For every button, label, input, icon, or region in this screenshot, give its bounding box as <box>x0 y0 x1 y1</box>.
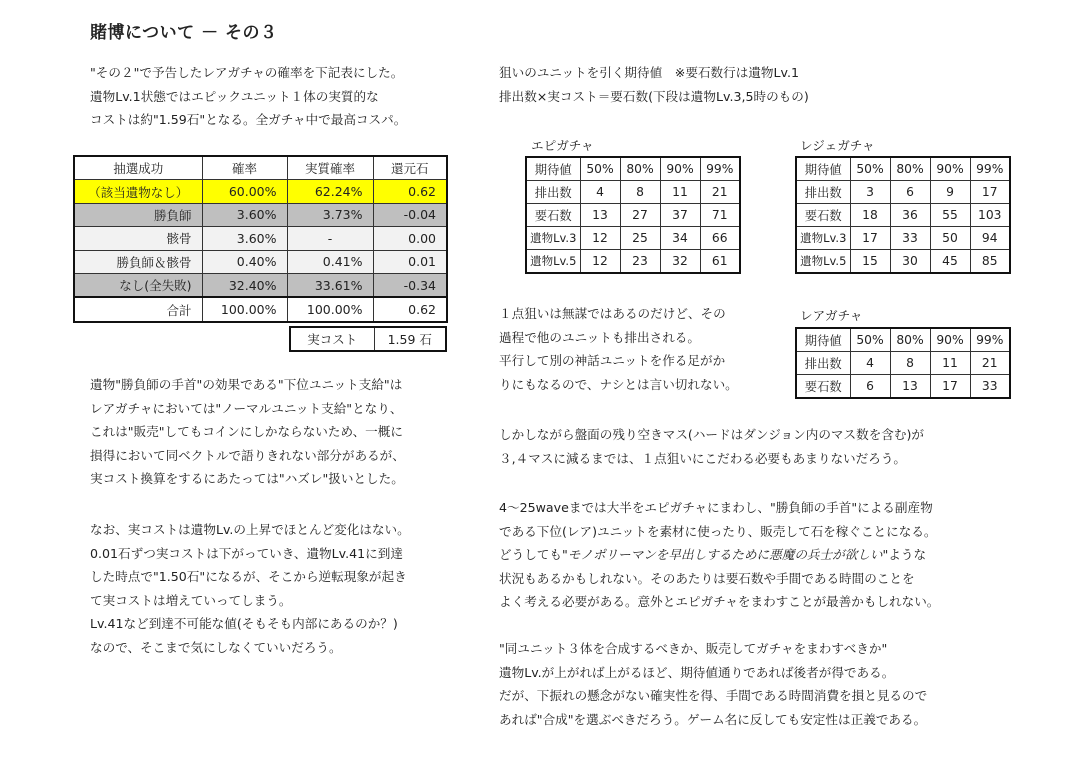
table-cell: 66 <box>700 227 740 250</box>
table-cell: 103 <box>970 204 1010 227</box>
text-line: レアガチャにおいては"ノーマルユニット支給"となり、 <box>90 400 403 416</box>
table-cell: 61 <box>700 250 740 274</box>
text-line: 狙いのユニットを引く期待値 ※要石数行は遺物Lv.1 <box>499 65 800 80</box>
legend-gacha-table <box>795 156 1011 274</box>
text-span: どうしても <box>499 547 562 563</box>
header-cell: 90% <box>660 157 700 181</box>
table-cell: 3.60% <box>202 227 287 250</box>
legend-caption: レジェガチャ <box>800 138 875 153</box>
table-row <box>74 227 447 250</box>
header-cell: 抽選成功 <box>74 156 202 180</box>
row-label: 遺物Lv.5 <box>526 250 580 274</box>
table-cell: 27 <box>620 204 660 227</box>
table-cell: 0.01 <box>373 250 447 273</box>
header-cell: 還元石 <box>373 156 447 180</box>
table-cell: 17 <box>970 181 1010 204</box>
text-line: コストは約"1.59石"となる。全ガチャ中で最高コスパ。 <box>90 112 407 128</box>
table-row <box>796 204 1010 227</box>
header-cell: 期待値 <box>526 157 580 181</box>
header-cell: 80% <box>890 328 930 352</box>
table-cell: 25 <box>620 227 660 250</box>
table-cell: 32 <box>660 250 700 274</box>
text-line: 4～25waveまでは大半をエピガチャにまわし、"勝負師の手首"による副産物 <box>499 500 933 515</box>
text-line: あれば"合成"を選ぶべきだろう。ゲーム名に反しても安定性は正義である。 <box>499 711 927 727</box>
text-line: これは"販売"してもコインにしかならないため、一概に <box>90 424 403 440</box>
row-label: なし(全失敗) <box>74 273 202 297</box>
row-label: 遺物Lv.3 <box>796 227 850 250</box>
row-label: 骸骨 <box>74 227 202 250</box>
table-cell: 11 <box>930 352 970 375</box>
right-paragraph-4 <box>499 637 927 731</box>
table-cell: 17 <box>930 375 970 399</box>
right-intro <box>499 61 809 108</box>
table-cell: 0.40% <box>202 250 287 273</box>
table-cell: 11 <box>660 181 700 204</box>
table-cell: 3.60% <box>202 203 287 226</box>
text-line: 遺物Lv.が上がれば上がるほど、期待値通りであれば後者が得である。 <box>499 664 895 680</box>
table-cell: 18 <box>850 204 890 227</box>
page-title: 賭博について － その３ <box>90 23 278 43</box>
table-row <box>526 250 740 274</box>
table-cell: 94 <box>970 227 1010 250</box>
right-paragraph-3 <box>499 496 939 614</box>
text-line: 0.01石ずつ実コストは下がっていき、遺物Lv.41に到達 <box>90 545 403 561</box>
text-line: である下位(レア)ユニットを素材に使ったり、販売して石を稼ぐことになる。 <box>499 523 937 539</box>
table-cell: 34 <box>660 227 700 250</box>
header-cell: 99% <box>700 157 740 181</box>
table-cell: 9 <box>930 181 970 204</box>
table-cell: 100.00% <box>202 297 287 321</box>
text-line: 損得において同ベクトルで語りきれない部分があるが、 <box>90 447 405 463</box>
table-row <box>526 181 740 204</box>
table-cell: -0.34 <box>373 273 447 297</box>
header-cell: 50% <box>850 157 890 181</box>
table-cell: 55 <box>930 204 970 227</box>
probability-table <box>73 155 448 323</box>
text-line: 遺物Lv.1状態ではエピックユニット１体の実質的な <box>90 88 379 104</box>
table-cell: 33 <box>890 227 930 250</box>
table-cell: 17 <box>850 227 890 250</box>
text-line: しかしながら盤面の残り空きマス(ハードはダンジョン内のマス数を含む)が <box>499 427 924 442</box>
header-cell: 期待値 <box>796 328 850 352</box>
text-line: ３,４マスに減るまでは、１点狙いにこだわる必要もあまりないだろう。 <box>499 450 907 466</box>
epic-gacha-table <box>525 156 741 274</box>
row-label: （該当遺物なし） <box>74 180 202 203</box>
text-line: 排出数×実コスト＝要石数(下段は遺物Lv.3,5時のもの) <box>499 88 809 104</box>
row-label: 遺物Lv.5 <box>796 250 850 274</box>
table-cell: 0.62 <box>373 180 447 203</box>
table-cell: 8 <box>620 181 660 204</box>
text-line: りにもなるので、ナシとは言い切れない。 <box>499 376 738 392</box>
table-cell: 4 <box>580 181 620 204</box>
table-cell: -0.04 <box>373 203 447 226</box>
rare-gacha-table <box>795 327 1011 399</box>
table-cell: 12 <box>580 250 620 274</box>
table-cell: 15 <box>850 250 890 274</box>
header-cell: 99% <box>970 157 1010 181</box>
left-paragraph-2 <box>90 373 405 491</box>
text-line: "その２"で予告したレアガチャの確率を下記表にした。 <box>90 65 404 80</box>
table-total-row <box>74 297 447 321</box>
table-row <box>526 204 740 227</box>
text-line: なので、そこまで気にしなくていいだろう。 <box>90 639 342 655</box>
text-line: 状況もあるかもしれない。そのあたりは要石数や手間である時間のことを <box>499 570 915 586</box>
real-cost-table <box>289 326 447 352</box>
text-line: 遺物"勝負師の手首"の効果である"下位ユニット支給"は <box>90 377 403 392</box>
text-line: 平行して別の神話ユニットを作る足がか <box>499 353 726 369</box>
header-cell: 80% <box>620 157 660 181</box>
row-label: 合計 <box>74 297 202 321</box>
table-cell: - <box>287 227 373 250</box>
left-paragraph-3 <box>90 518 410 660</box>
table-row <box>290 327 446 351</box>
table-cell: 21 <box>700 181 740 204</box>
header-cell: 50% <box>580 157 620 181</box>
text-line: "同ユニット３体を合成するべきか、販売してガチャをまわすべきか" <box>499 641 888 656</box>
header-cell: 99% <box>970 328 1010 352</box>
table-cell: 36 <box>890 204 930 227</box>
table-cell: 71 <box>700 204 740 227</box>
text-line <box>499 543 939 567</box>
row-label: 要石数 <box>526 204 580 227</box>
middle-paragraph <box>499 302 738 396</box>
row-label: 排出数 <box>796 352 850 375</box>
table-row <box>796 227 1010 250</box>
text-line: よく考える必要がある。意外とエピガチャをまわすことが最善かもしれない。 <box>499 594 940 610</box>
table-cell: 12 <box>580 227 620 250</box>
header-cell: 90% <box>930 328 970 352</box>
table-cell: 6 <box>850 375 890 399</box>
row-label: 要石数 <box>796 375 850 399</box>
table-cell: 33.61% <box>287 273 373 297</box>
table-cell: 21 <box>970 352 1010 375</box>
header-cell: 80% <box>890 157 930 181</box>
header-cell: 確率 <box>202 156 287 180</box>
text-line: て実コストは増えていってしまう。 <box>90 592 292 608</box>
table-cell: 50 <box>930 227 970 250</box>
table-row <box>74 250 447 273</box>
row-label: 排出数 <box>796 181 850 204</box>
row-label: 排出数 <box>526 181 580 204</box>
table-cell: 37 <box>660 204 700 227</box>
table-header-row <box>526 157 740 181</box>
table-row <box>796 352 1010 375</box>
table-cell: 0.00 <box>373 227 447 250</box>
text-line: １点狙いは無謀ではあるのだけど、その <box>499 306 726 321</box>
table-cell: 32.40% <box>202 273 287 297</box>
table-cell: 85 <box>970 250 1010 274</box>
header-cell: 90% <box>930 157 970 181</box>
table-cell: 8 <box>890 352 930 375</box>
rare-caption: レアガチャ <box>800 308 863 323</box>
italic-quote: "モノポリーマンを早出しするために悪魔の兵士が欲しい" <box>561 547 889 563</box>
epic-caption: エピガチャ <box>531 138 594 153</box>
table-row <box>796 181 1010 204</box>
row-label: 勝負師＆骸骨 <box>74 250 202 273</box>
table-cell: 33 <box>970 375 1010 399</box>
text-line: 過程で他のユニットも排出される。 <box>499 329 700 345</box>
table-header-row <box>796 157 1010 181</box>
text-span: ような <box>888 547 927 563</box>
table-cell: 0.41% <box>287 250 373 273</box>
table-cell: 62.24% <box>287 180 373 203</box>
right-paragraph-2 <box>499 423 924 470</box>
header-cell: 実質確率 <box>287 156 373 180</box>
table-header-row <box>74 156 447 180</box>
table-cell: 4 <box>850 352 890 375</box>
text-line: なお、実コストは遺物Lv.の上昇でほとんど変化はない。 <box>90 522 410 537</box>
cost-label: 実コスト <box>290 327 374 351</box>
intro-paragraph <box>90 61 406 132</box>
text-line: Lv.41など到達不可能な値(そもそも内部にあるのか？) <box>90 616 398 632</box>
row-label: 要石数 <box>796 204 850 227</box>
table-row <box>74 180 447 203</box>
table-row <box>526 227 740 250</box>
table-cell: 30 <box>890 250 930 274</box>
table-cell: 0.62 <box>373 297 447 321</box>
table-cell: 13 <box>890 375 930 399</box>
table-cell: 45 <box>930 250 970 274</box>
table-row <box>74 273 447 297</box>
row-label: 遺物Lv.3 <box>526 227 580 250</box>
row-label: 勝負師 <box>74 203 202 226</box>
table-cell: 3.73% <box>287 203 373 226</box>
table-cell: 60.00% <box>202 180 287 203</box>
table-row <box>74 203 447 226</box>
text-line: だが、下振れの懸念がない確実性を得、手間である時間消費を損と見るので <box>499 688 928 704</box>
table-row <box>796 375 1010 399</box>
header-cell: 50% <box>850 328 890 352</box>
text-line: 実コスト換算をするにあたっては"ハズレ"扱いとした。 <box>90 471 404 487</box>
table-cell: 3 <box>850 181 890 204</box>
table-cell: 6 <box>890 181 930 204</box>
table-header-row <box>796 328 1010 352</box>
table-cell: 13 <box>580 204 620 227</box>
header-cell: 期待値 <box>796 157 850 181</box>
text-line: した時点で"1.50石"になるが、そこから逆転現象が起き <box>90 569 407 585</box>
table-row <box>796 250 1010 274</box>
table-cell: 100.00% <box>287 297 373 321</box>
cost-value: 1.59 石 <box>374 327 446 351</box>
table-cell: 23 <box>620 250 660 274</box>
